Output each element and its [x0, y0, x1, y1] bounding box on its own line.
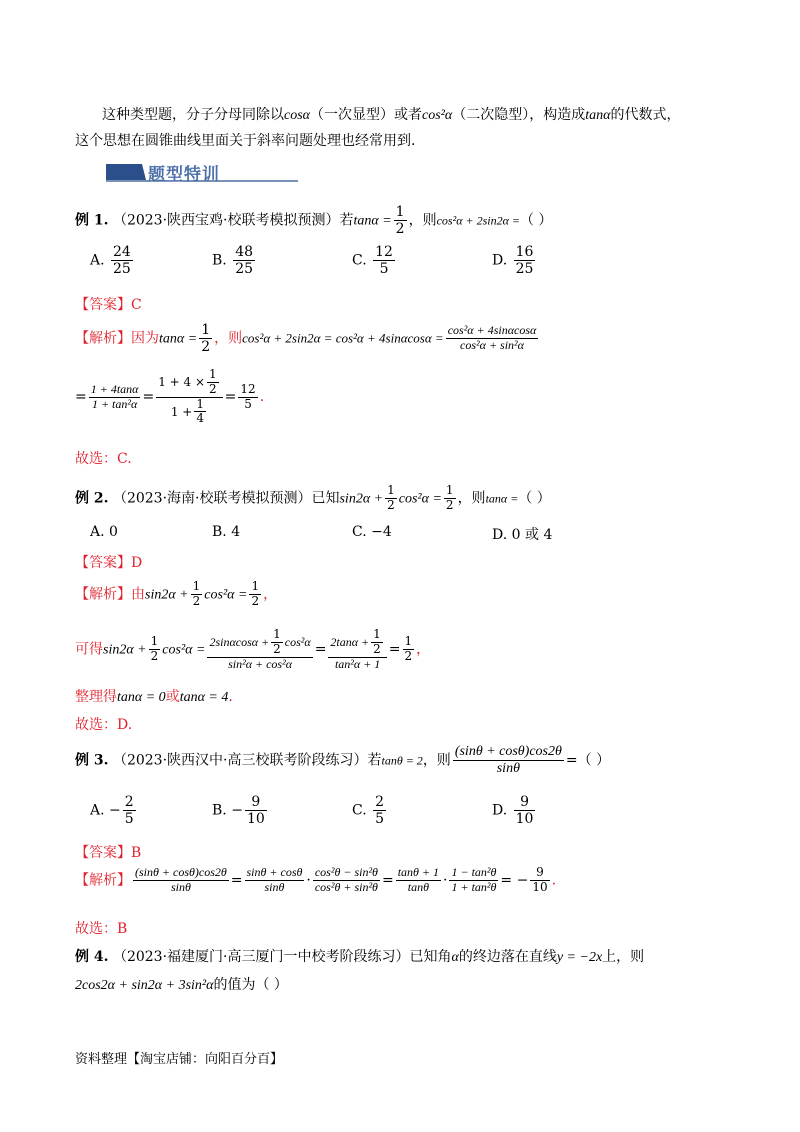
ex3-option-b: B. − $\frac{9}{10}$ — [212, 794, 265, 828]
ex4-question-line-2: 2cos2α + sin2α + 3sin²α的值为（ ） — [75, 977, 288, 993]
ex1-question: 例 1. （2023·陕西宝鸡·校联考模拟预测）若tanα = $\frac{1}{2}$ ，则cos²α + 2sin2α =（ ） — [75, 204, 553, 238]
ex2-conclusion: 故选：D. — [75, 717, 133, 733]
intro-line-2: 这个思想在圆锥曲线里面关于斜率问题处理也经常用到. — [75, 133, 416, 149]
ex2-option-a: A. 0 — [90, 524, 118, 540]
ex1-option-d: D. $\frac{16}{25}$ — [492, 244, 534, 278]
ex3-option-a: A. − $\frac{2}{5}$ — [90, 794, 134, 828]
ex3-question: 例 3. （2023·陕西汉中·高三校联考阶段练习）若tanθ = 2，则 $\frac{(\sin\theta + \cos\theta)\cos 2\theta}{\sin\theta}$ =（ ） — [75, 744, 611, 777]
ex2-option-b: B. 4 — [212, 524, 241, 540]
ex3-option-c: C. $\frac{2}{5}$ — [352, 794, 385, 828]
section-banner — [106, 160, 298, 184]
ex2-option-d: D. 0 或 4 — [492, 527, 553, 543]
ex1-option-b: B. $\frac{48}{25}$ — [212, 244, 254, 278]
ex1-option-c: C. $\frac{12}{5}$ — [352, 244, 393, 278]
section-title: 题型特训 — [148, 165, 220, 185]
ex3-answer: 【答案】B — [75, 845, 142, 861]
ex4-question-line-1: 例 4. （2023·福建厦门·高三厦门一中校考阶段练习）已知角α的终边落在直线y = −2x上，则 — [75, 949, 645, 965]
ex2-question: 例 2. （2023·海南·校联考模拟预测）已知sin2α + $\frac{1}{2}$ cos²α = $\frac{1}{2}$ ，则tanα =（ ） — [75, 483, 551, 512]
ex3-option-d: D. $\frac{9}{10}$ — [492, 794, 534, 828]
ex1-option-a: A. $\frac{24}{25}$ — [90, 244, 131, 278]
ex1-analysis-line-2: = $\frac{1 + 4\tan\alpha}{\text{1 + tan²α}}$ = 1 + 4 × $\frac{1}{2}$ 1 + $\frac{1}{4}$ = $\frac{12}{5}$ . — [75, 367, 265, 426]
ex2-analysis-line-3: 整理得tanα = 0或tanα = 4. — [75, 689, 233, 705]
ex3-analysis: 【解析】 $\frac{(\sin\theta + \cos\theta)\cos 2\theta}{\sin\theta}$ = $\frac{\sin\theta + \cos\theta}{\sin\theta}$ · $\frac{\text{cos²θ − sin²θ}}{\text{cos²θ + sin²θ}}$ = $\frac{\tan\theta + 1}{\tan\theta}$ · $\frac{\text{1 − tan²θ}}{\text{1 + tan²θ}}$ = − $\frac{9}{10}$ . — [75, 865, 557, 894]
ex2-option-c: C. −4 — [352, 524, 392, 540]
ex2-answer: 【答案】D — [75, 555, 143, 571]
ex3-conclusion: 故选：B — [75, 921, 128, 937]
ex1-conclusion: 故选：C. — [75, 451, 132, 467]
ex1-analysis-line-1: 【解析】因为tanα = $\frac{1}{2}$ ，则cos²α + 2sin2α = cos²α + 4sinαcosα = $\frac{\text{cos²α + 4sinαcosα}}{\text{cos²α + sin²α}}$ — [75, 322, 537, 356]
ex2-analysis-line-2: 可得sin2α + $\frac{1}{2}$ cos²α = 2sinαcosα + $\frac{1}{2}$ cos²α sin²α + cos²α = 2tanα + $\frac{1}{2}$ tan²α + 1 = $\frac{1}{2}$ ， — [75, 627, 431, 671]
page-footer: 资料整理【淘宝店铺：向阳百分百】 — [75, 1052, 284, 1067]
ex1-cond-fraction: $\frac{1}{2}$ — [395, 204, 405, 238]
ex2-analysis-line-1: 【解析】由sin2α + $\frac{1}{2}$ cos²α = $\frac{1}{2}$ ， — [75, 579, 278, 608]
intro-line-1: 这种类型题，分子分母同除以cosα（一次显型）或者cos²α（二次隐型），构造成tanα的代数式， — [102, 107, 681, 123]
ex1-answer: 【答案】C — [75, 297, 142, 313]
